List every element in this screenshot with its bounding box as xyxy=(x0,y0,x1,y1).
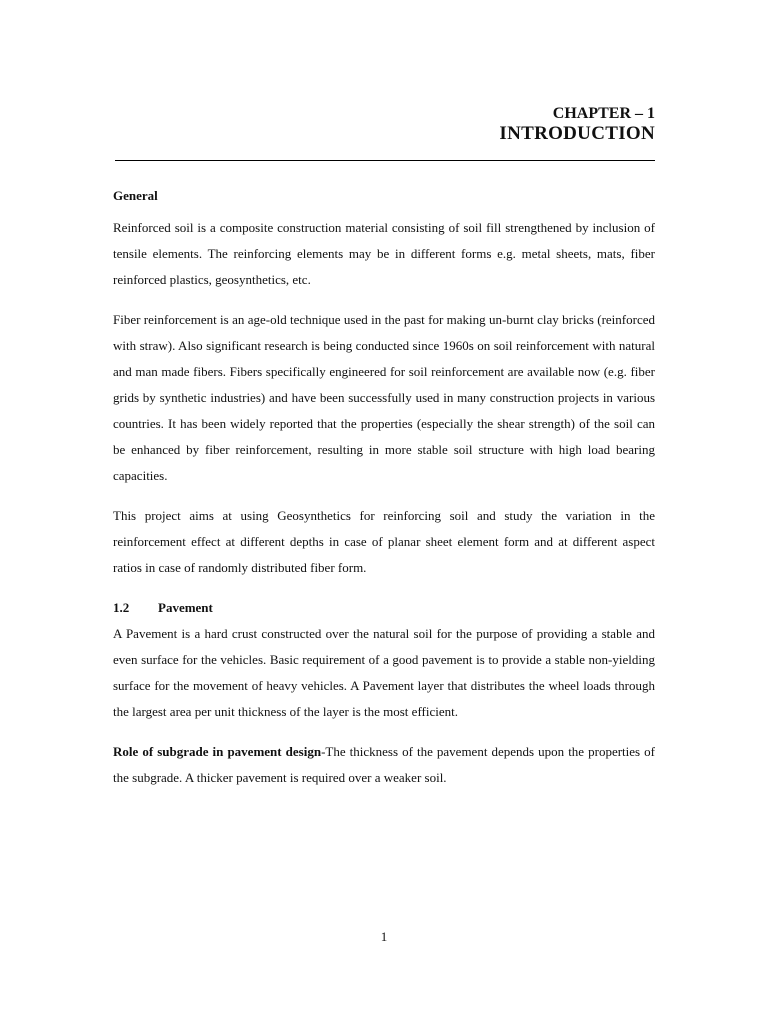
chapter-label: CHAPTER – 1 xyxy=(552,105,655,122)
chapter-header xyxy=(499,104,655,146)
page-number: 1 xyxy=(380,929,388,944)
section-heading-pavement xyxy=(113,595,655,621)
section-title: Pavement xyxy=(158,600,213,615)
page-body xyxy=(113,183,655,805)
section-number: 1.2 xyxy=(113,600,130,615)
pavement-paragraph: A Pavement is a hard crust constructed over the natural soil for the purpose of providing a stable and even surface for the vehicles. Basic requirement of a good pavement is to provide a stable non-yielding surface for the movement of heavy vehicles. A Pavement layer that distributes the wheel loads through the largest area per unit thickness of the layer is the most efficient. xyxy=(113,626,655,719)
general-paragraph-2: Fiber reinforcement is an age-old technique used in the past for making un-burnt clay bricks (reinforced with straw). Also significant research is being conducted since 1960s on soil reinforcement with natural and man made fibers. Fibers specifically engineered for soil reinforcement are available now (e.g. fiber grids by synthetic industries) and have been successfully used in many construction projects in various countries. It has been widely reported that the properties (especially the shear strength) of the soil can be enhanced by fiber reinforcement, resulting in more stable soil structure with high load bearing capacities. xyxy=(113,312,655,483)
general-paragraph-1: Reinforced soil is a composite construction material consisting of soil fill strengthened by inclusion of tensile elements. The reinforcing elements may be in different forms e.g. metal sheets, mats, fiber reinforced plastics, geosynthetics, etc. xyxy=(113,220,655,287)
subgrade-text: -The thickness of the pavement depends upon the properties of the subgrade. A thicker pavement is required over a weaker soil. xyxy=(113,744,655,785)
general-paragraph-3: This project aims at using Geosynthetics for reinforcing soil and study the variation in the reinforcement effect at different depths in case of planar sheet element form and at different aspect ratios in case of randomly distributed fiber form. xyxy=(113,508,655,575)
chapter-title: INTRODUCTION xyxy=(499,123,655,145)
subgrade-bold-lead: Role of subgrade in pavement design xyxy=(113,744,322,759)
subgrade-paragraph xyxy=(113,739,655,791)
header-rule xyxy=(115,160,655,161)
general-heading: General xyxy=(113,188,158,203)
